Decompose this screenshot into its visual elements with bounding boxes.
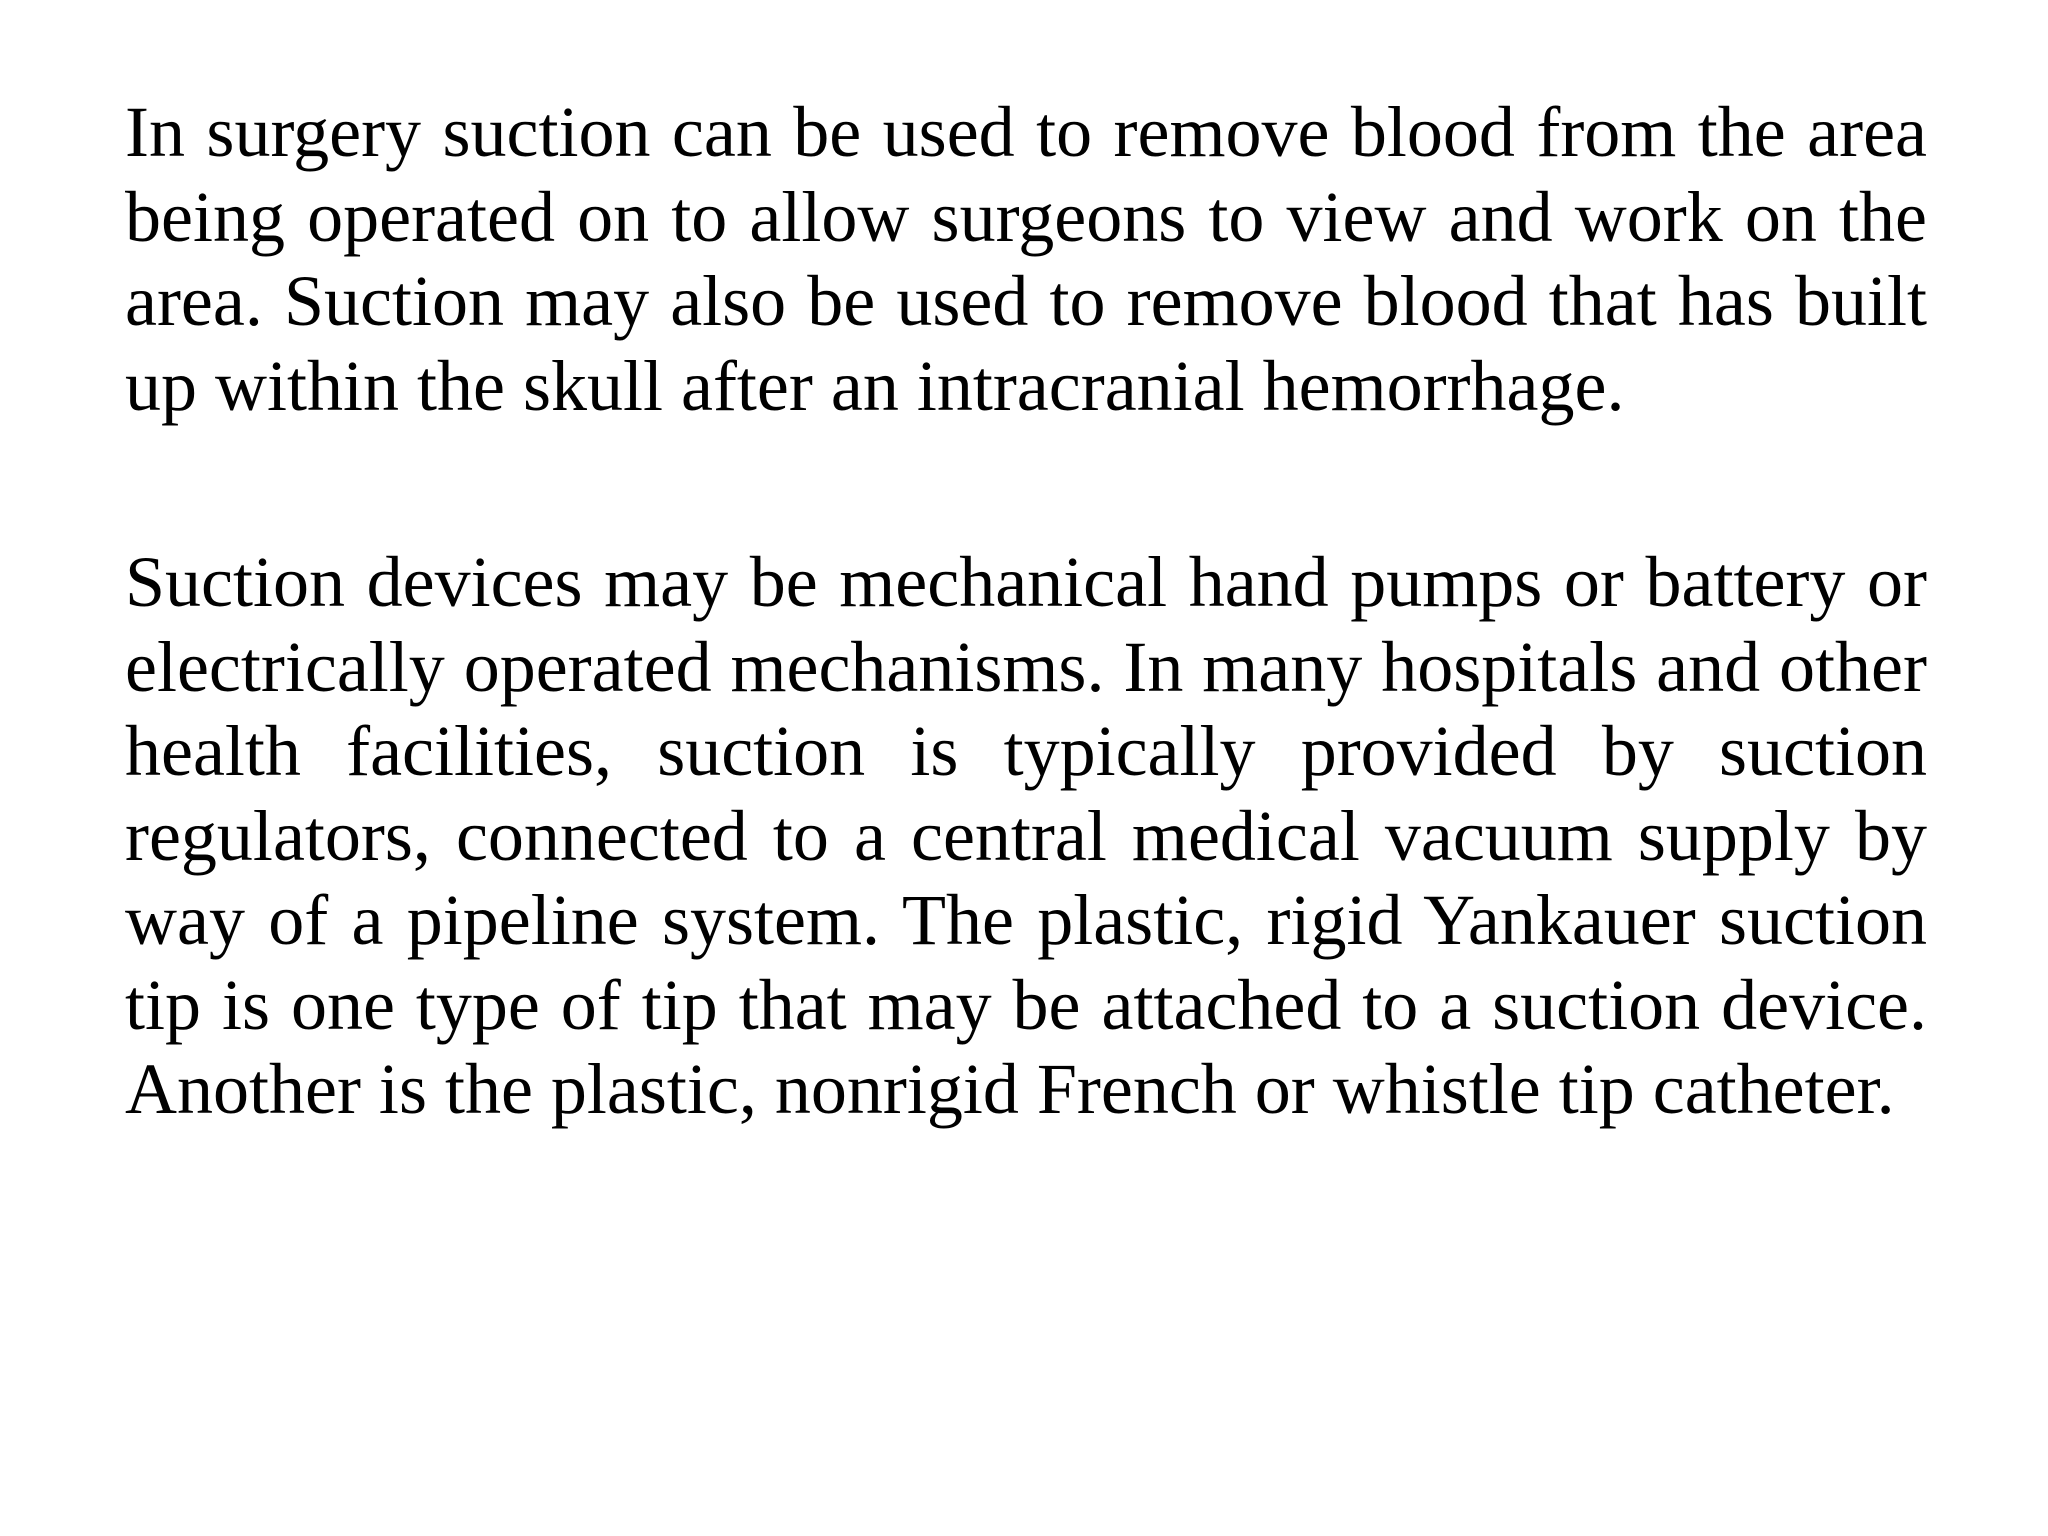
paragraph-suction-devices: Suction devices may be mechanical hand pumps or battery or electrically operated mechanisms. In many hospitals and other health facilities, suction is typically provided by suction regulators, connected to a central medical vacuum supply by way of a pipeline system. The plastic, rigid Yankauer suction tip is one type of tip that may be attached to a suction device. Another is the plastic, nonrigid French or whistle tip catheter.	[125, 542, 1927, 1129]
paragraph-surgery-suction: In surgery suction can be used to remove blood from the area being operated on to allow surgeons to view and work on the area. Suction may also be used to remove blood that has built up within the skull after an intracranial hemorrhage.	[125, 92, 1927, 426]
